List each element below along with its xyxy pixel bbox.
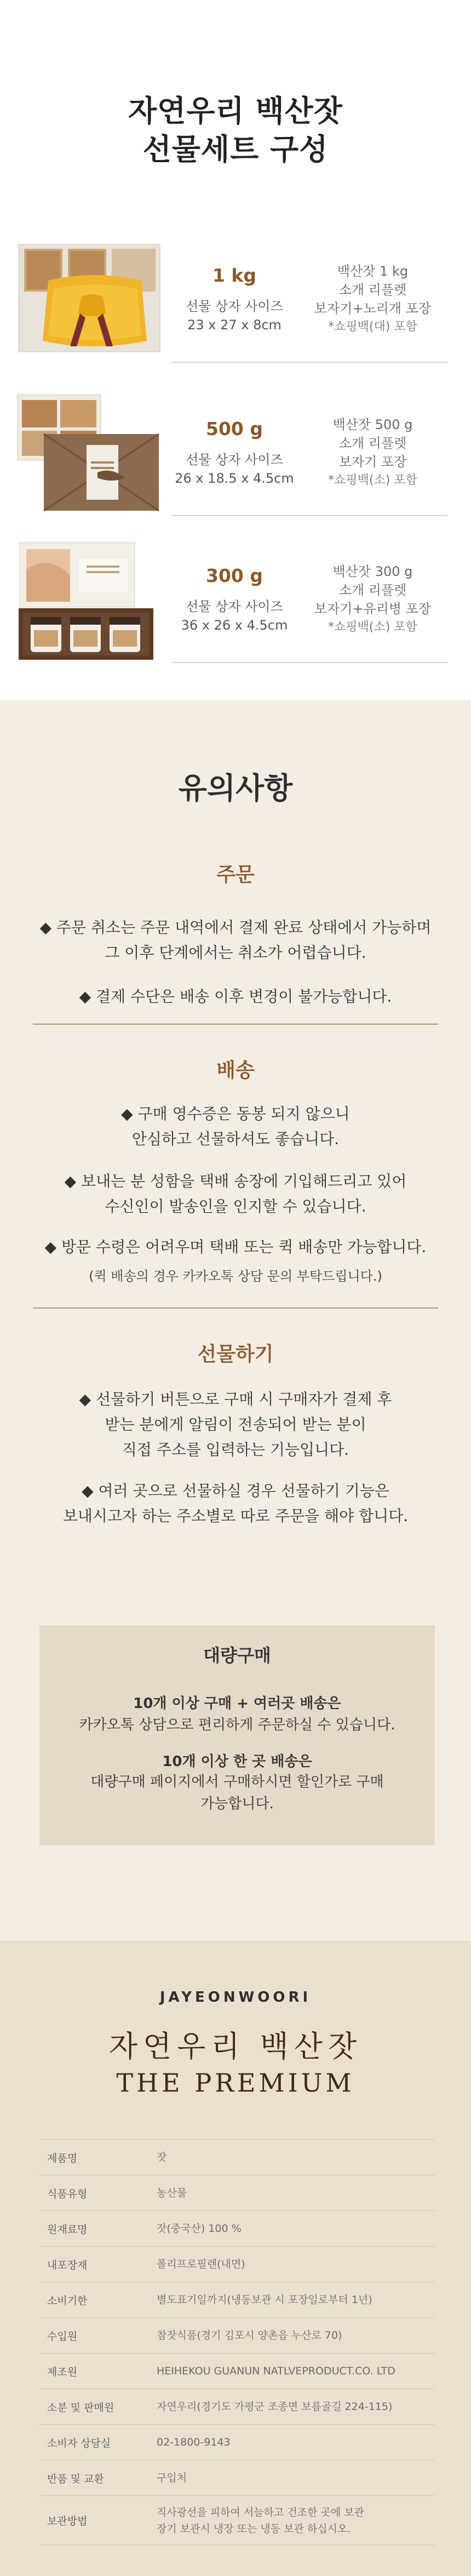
brand-logo-text: JAYEONWOORI	[159, 1989, 312, 2006]
table-key: 내포장재	[39, 2247, 149, 2282]
size-column	[171, 390, 297, 515]
box-size-label: 선물 상자 사이즈	[186, 598, 283, 614]
row-divider	[171, 362, 448, 363]
size-column	[171, 537, 297, 662]
content-item: 소개 리플렛	[338, 436, 407, 451]
table-key: 반품 및 교환	[39, 2460, 149, 2496]
table-row	[39, 2247, 435, 2282]
box-size-label: 선물 상자 사이즈	[186, 298, 283, 314]
table-row	[39, 2425, 435, 2460]
notice-title: 유의사항	[178, 771, 293, 806]
content-item: 소개 리플렛	[338, 582, 407, 598]
order-cancel-text: ◆ 주문 취소는 주문 내역에서 결제 완료 상태에서 가능하며 그 이후 단계에서는 취소가 어렵습니다.	[39, 918, 432, 962]
table-value: 자연우리(경기도 가평군 조종면 보름골길 224-115)	[149, 2389, 435, 2425]
row-divider	[171, 662, 448, 663]
delivery-receipt-text: ◆ 구매 영수증은 동봉 되지 않으니 안심하고 선물하셔도 좋습니다.	[121, 1105, 350, 1148]
delivery-heading: 배송	[216, 1059, 255, 1082]
content-item: 백산잣 300 g	[332, 564, 413, 579]
bulk-subheading: 10개 이상 구매 + 여러곳 배송은	[133, 1695, 341, 1712]
bulk-purchase-box	[39, 1625, 435, 1846]
product-info-table	[39, 2139, 435, 2545]
table-value: 농산물	[149, 2175, 435, 2211]
table-key: 원재료명	[39, 2211, 149, 2247]
table-key: 제조원	[39, 2354, 149, 2389]
content-item: 보자기 포장	[338, 454, 407, 470]
table-value: 02-1800-9143	[149, 2425, 435, 2460]
bulk-title: 대량구매	[203, 1645, 271, 1666]
delivery-quick-note: (퀵 배송의 경우 카카오톡 상담 문의 부탁드립니다.)	[89, 1269, 382, 1284]
gift-set-section	[0, 0, 471, 700]
gift-heading: 선물하기	[197, 1343, 274, 1366]
contents-column	[297, 237, 448, 362]
row-divider	[171, 515, 448, 516]
product-info-section	[0, 1941, 471, 2576]
contents-column	[297, 537, 448, 662]
order-payment-text: ◆ 결제 수단은 배송 이후 변경이 불가능합니다.	[79, 987, 392, 1006]
table-key: 식품유형	[39, 2175, 149, 2211]
section-divider	[33, 1024, 438, 1025]
table-key: 제품명	[39, 2140, 149, 2175]
box-size-label: 선물 상자 사이즈	[186, 452, 283, 467]
shopping-bag-note: *쇼핑백(소) 포함	[328, 473, 417, 487]
bulk-text: 대량구매 페이지에서 구매하시면 할인가로 구매 가능합니다.	[90, 1774, 384, 1812]
delivery-pickup-text: ◆ 방문 수령은 어려우며 택배 또는 퀵 배송만 가능합니다.	[44, 1238, 427, 1256]
brand-title: 자연우리 백산잣	[108, 2029, 363, 2064]
contents-column	[297, 390, 448, 515]
table-row	[39, 2354, 435, 2389]
content-item: 백산잣 1 kg	[337, 264, 409, 279]
table-row	[39, 2282, 435, 2318]
section-divider	[33, 1307, 438, 1309]
delivery-sender-text: ◆ 보내는 분 성함을 택배 송장에 기입해드리고 있어 수신인이 발송인을 인지할 수 있습니다.	[64, 1172, 407, 1215]
table-row	[39, 2318, 435, 2354]
content-item: 소개 리플렛	[338, 282, 407, 298]
weight-label: 300 g	[206, 564, 263, 586]
gift-multi-address-text: ◆ 여러 곳으로 선물하실 경우 선물하기 기능은 보내시고자 하는 주소별로 따로 주문을 해야 합니다.	[62, 1482, 409, 1525]
table-row	[39, 2175, 435, 2211]
shopping-bag-note: *쇼핑백(소) 포함	[328, 620, 417, 634]
gift-box-1kg-image	[15, 237, 169, 363]
product-row-1kg	[15, 237, 448, 363]
shopping-bag-note: *쇼핑백(대) 포함	[328, 320, 417, 334]
product-row-500g	[15, 390, 448, 516]
weight-label: 500 g	[206, 418, 263, 439]
bulk-subheading: 10개 이상 한 곳 배송은	[162, 1753, 312, 1770]
bulk-text: 카카오톡 상담으로 편리하게 주문하실 수 있습니다.	[79, 1717, 395, 1733]
gift-set-title: 자연우리 백산잣 선물세트 구성	[128, 94, 343, 167]
gift-box-500g-image	[15, 390, 169, 516]
size-column	[171, 237, 297, 362]
table-row	[39, 2496, 435, 2545]
gift-function-text: ◆ 선물하기 버튼으로 구매 시 구매자가 결제 후 받는 분에게 알림이 전송되어 받는 분이 직접 주소를 입력하는 기능입니다.	[79, 1390, 392, 1459]
table-value: 직사광선을 피하여 서늘하고 건조한 곳에 보관 장기 보관시 냉장 또는 냉동 보관 하십시오.	[149, 2496, 435, 2545]
table-key: 소비기한	[39, 2282, 149, 2318]
table-row	[39, 2140, 435, 2175]
gift-box-300g-image	[15, 537, 169, 663]
content-item: 보자기+노리개 포장	[314, 301, 432, 316]
box-size-value: 26 x 18.5 x 4.5cm	[175, 470, 294, 486]
table-value: 잣	[149, 2140, 435, 2175]
notice-section	[0, 700, 471, 1941]
table-value: 구입처	[149, 2460, 435, 2496]
table-value: 참잣식품(경기 김포시 양촌읍 누산로 70)	[149, 2318, 435, 2354]
weight-label: 1 kg	[212, 264, 257, 286]
content-item: 백산잣 500 g	[332, 417, 413, 432]
content-item: 보자기+유리병 포장	[314, 601, 432, 616]
table-key: 수입원	[39, 2318, 149, 2354]
table-key: 소비자 상담실	[39, 2425, 149, 2460]
table-row	[39, 2211, 435, 2247]
table-row	[39, 2389, 435, 2425]
table-key: 보관방법	[39, 2496, 149, 2545]
table-value: 폴리프로필렌(내면)	[149, 2247, 435, 2282]
box-size-value: 23 x 27 x 8cm	[187, 317, 282, 333]
product-row-300g	[15, 537, 448, 663]
table-value: HEIHEKOU GUANUN NATLVEPRODUCT.CO. LTD	[149, 2354, 435, 2389]
table-value: 별도표기일까지(냉동보관 시 포장일로부터 1년)	[149, 2282, 435, 2318]
table-row	[39, 2460, 435, 2496]
table-key: 소분 및 판매원	[39, 2389, 149, 2425]
order-heading: 주문	[216, 864, 255, 886]
table-value: 잣(중국산) 100 %	[149, 2211, 435, 2247]
box-size-value: 36 x 26 x 4.5cm	[181, 617, 288, 633]
brand-subtitle: THE PREMIUM	[116, 2068, 355, 2098]
